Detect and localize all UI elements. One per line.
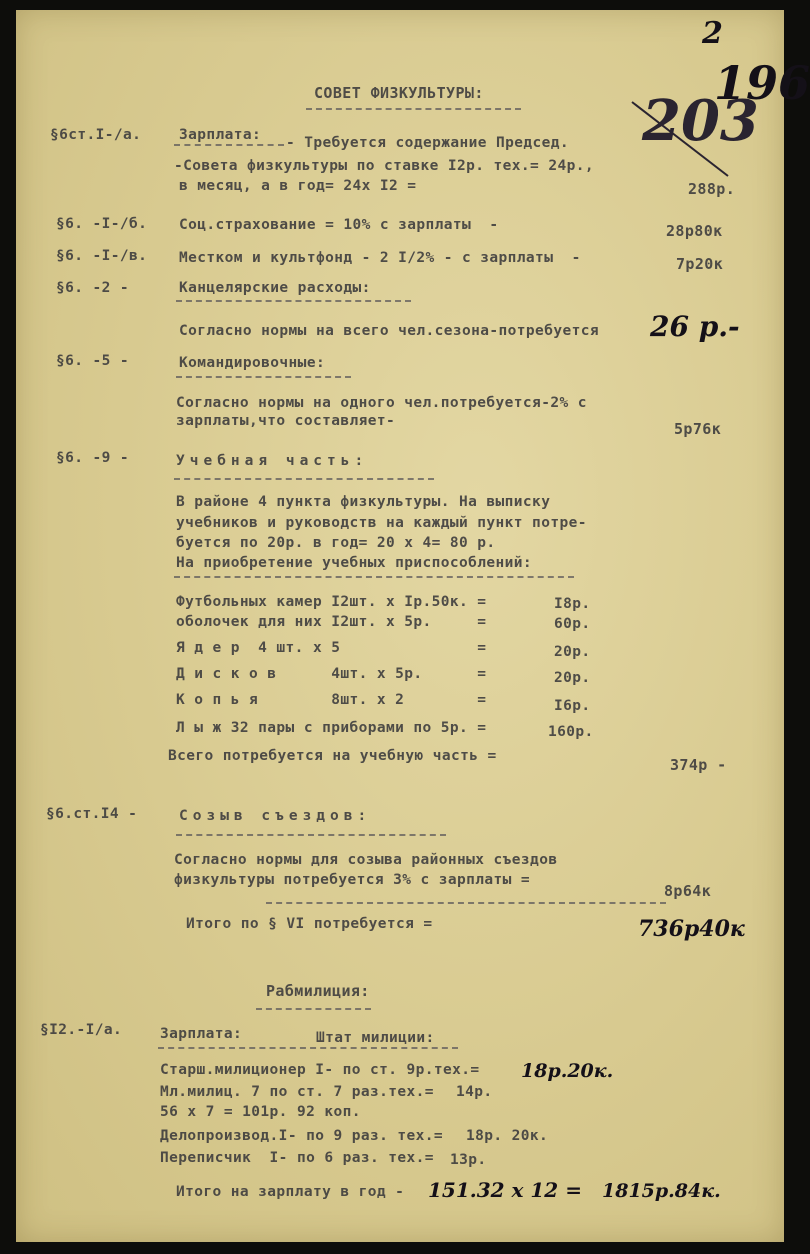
item-label: К о п ь я 8шт. х 2 = bbox=[176, 692, 487, 708]
section-heading: Канцелярские расходы: bbox=[179, 280, 371, 296]
grand-total-value: 736р40к bbox=[638, 916, 745, 942]
militia-total-amount: 1815р.84к. bbox=[602, 1180, 721, 1202]
list-underline bbox=[174, 576, 574, 578]
section-code: §6. -I-/б. bbox=[56, 216, 148, 232]
staff-row-text: Переписчик I- по 6 раз. тех.= bbox=[160, 1150, 434, 1166]
text-line: в месяц, а в год= 24х I2 = bbox=[179, 178, 417, 194]
item-label: оболочек для них I2шт. х 5р. = bbox=[176, 614, 487, 630]
heading-underline bbox=[158, 1047, 458, 1049]
staff-row-amount: 18р. 20к. bbox=[466, 1128, 549, 1144]
text-line: -Совета физкультуры по ставке I2р. тех.= 24р., bbox=[174, 158, 594, 174]
heading-underline bbox=[174, 144, 284, 146]
document-sheet bbox=[16, 10, 810, 1242]
total-separator bbox=[266, 902, 666, 904]
section-heading: Зарплата: bbox=[179, 127, 262, 143]
staff-row-text: Старш.милиционер I- по ст. 9р.тех.= bbox=[160, 1062, 480, 1078]
militia-total-label: Итого на зарплату в год - bbox=[176, 1184, 405, 1200]
amount-value: 5р76к bbox=[674, 420, 722, 438]
text-line: Согласно нормы для созыва районных съездов bbox=[174, 852, 558, 868]
staff-row-text: Делопроизвод.I- по 9 раз. тех.= bbox=[160, 1128, 444, 1144]
folio-number: 196 bbox=[714, 56, 810, 110]
text-line: - Требуется содержание Председ. bbox=[286, 135, 570, 151]
sheet-number: 2 bbox=[702, 16, 723, 51]
text-line: физкультуры потребуется 3% с зарплаты = bbox=[174, 872, 531, 888]
item-value: 60р. bbox=[554, 616, 591, 632]
amount-value: 8р64к bbox=[664, 882, 712, 900]
text-line: Соц.страхование = 10% с зарплаты - bbox=[179, 217, 499, 233]
grand-total-label: Итого по § VI потребуется = bbox=[186, 916, 433, 932]
text-line: буется по 20р. в год= 20 х 4= 80 р. bbox=[176, 535, 496, 551]
section-code: §6.ст.I4 - bbox=[46, 806, 138, 822]
section-heading: Созыв съездов: bbox=[179, 808, 372, 824]
heading-underline bbox=[174, 478, 434, 480]
militia-title-underline bbox=[256, 1008, 371, 1010]
heading-underline bbox=[176, 376, 351, 378]
section-code: §I2.-I/а. bbox=[40, 1022, 123, 1038]
section-total-value: 374р - bbox=[670, 756, 727, 774]
staff-row-amount: 13р. bbox=[450, 1152, 487, 1168]
heading-underline bbox=[176, 300, 411, 302]
amount-value: 288р. bbox=[688, 180, 736, 198]
staff-row-text: 56 х 7 = 101р. 92 коп. bbox=[160, 1104, 361, 1120]
page-title: СОВЕТ ФИЗКУЛЬТУРЫ: bbox=[314, 84, 484, 102]
folio-number-crossed: 203 bbox=[642, 88, 759, 154]
staff-row-amount: 14р. bbox=[456, 1084, 493, 1100]
militia-total-formula: 151.32 х 12 = bbox=[428, 1178, 582, 1202]
staff-row-text: Мл.милиц. 7 по ст. 7 раз.тех.= bbox=[160, 1084, 434, 1100]
item-value: I8р. bbox=[554, 596, 591, 612]
section-code: §6. -9 - bbox=[56, 450, 130, 466]
text-line: зарплаты,что составляет- bbox=[176, 413, 396, 429]
text-line: На приобретение учебных приспособлений: bbox=[176, 555, 533, 571]
section-heading: Учебная часть: bbox=[176, 453, 369, 469]
staff-heading: Штат милиции: bbox=[316, 1030, 435, 1046]
section-total-label: Всего потребуется на учебную часть = bbox=[168, 748, 497, 764]
text-line: Согласно нормы на всего чел.сезона-потребуется bbox=[179, 323, 599, 339]
staff-row-amount: 18р.20к. bbox=[521, 1060, 614, 1082]
item-label: Футбольных камер I2шт. х Iр.50к. = bbox=[176, 594, 487, 610]
section-code: §6ст.I-/а. bbox=[50, 127, 142, 143]
handwritten-amount: 26 р.- bbox=[650, 310, 740, 343]
amount-value: 28р80к bbox=[666, 222, 723, 240]
militia-title: Рабмилиция: bbox=[266, 982, 370, 1000]
text-line: Местком и культфонд - 2 I/2% - с зарплаты - bbox=[179, 250, 581, 266]
item-value: I6р. bbox=[554, 698, 591, 714]
folio-strike-mark bbox=[628, 94, 738, 184]
section-code: §6. -5 - bbox=[56, 353, 130, 369]
section-heading: Командировочные: bbox=[179, 355, 326, 371]
heading-underline bbox=[176, 834, 446, 836]
amount-value: 7р20к bbox=[676, 255, 724, 273]
text-line: В районе 4 пункта физкультуры. На выписку bbox=[176, 494, 551, 510]
item-label: Л ы ж 32 пары с приборами по 5р. = bbox=[176, 720, 487, 736]
item-value: 20р. bbox=[554, 644, 591, 660]
title-underline bbox=[306, 108, 521, 110]
text-line: учебников и руководств на каждый пункт потре- bbox=[176, 515, 587, 531]
item-value: 160р. bbox=[548, 724, 594, 740]
section-code: §6. -I-/в. bbox=[56, 248, 148, 264]
section-code: §6. -2 - bbox=[56, 280, 130, 296]
item-value: 20р. bbox=[554, 670, 591, 686]
section-heading: Зарплата: bbox=[160, 1026, 243, 1042]
item-label: Я д е р 4 шт. х 5 = bbox=[176, 640, 487, 656]
text-line: Согласно нормы на одного чел.потребуется-2% с bbox=[176, 395, 587, 411]
item-label: Д и с к о в 4шт. х 5р. = bbox=[176, 666, 487, 682]
